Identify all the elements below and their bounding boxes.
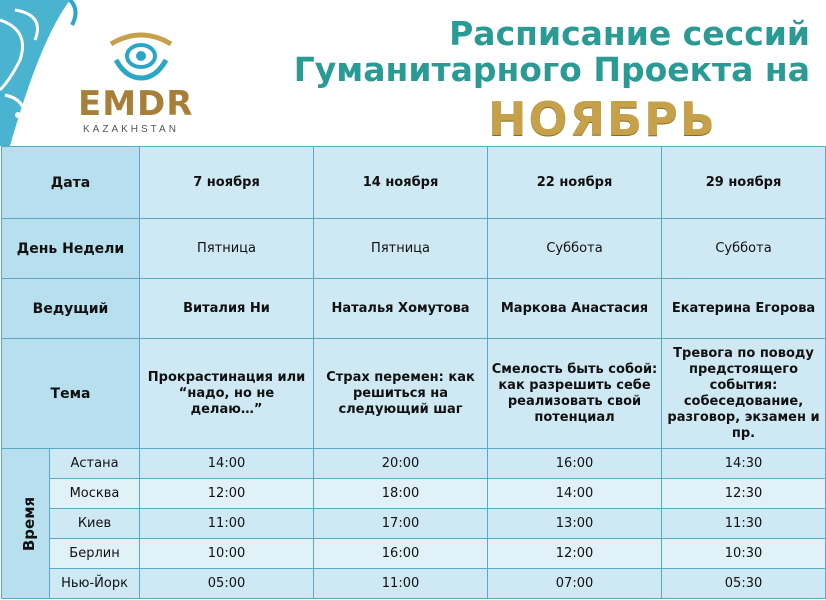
topic-label: Тема (2, 339, 140, 449)
weekday-cell: Суббота (488, 219, 662, 279)
time-cell: 17:00 (314, 509, 488, 539)
title-month: НОЯБРЬ (488, 92, 717, 146)
time-cell: 10:30 (662, 539, 826, 569)
weekday-cell: Пятница (140, 219, 314, 279)
title-line-2: Гуманитарного Проекта на (293, 50, 810, 89)
time-cell: 14:00 (140, 449, 314, 479)
time-cell: 18:00 (314, 479, 488, 509)
time-label (2, 449, 50, 599)
date-label: Дата (2, 147, 140, 219)
topic-row (2, 339, 826, 449)
date-cell: 7 ноября (140, 147, 314, 219)
time-cell: 11:30 (662, 509, 826, 539)
time-row (2, 449, 826, 479)
page-header (0, 0, 826, 146)
city-cell: Киев (50, 509, 140, 539)
schedule-table (1, 146, 826, 599)
time-row (2, 569, 826, 599)
topic-cell: Страх перемен: как решиться на следующий шаг (314, 339, 488, 449)
date-row (2, 147, 826, 219)
eye-hands-icon (106, 30, 176, 82)
topic-cell: Тревога по поводу предстоящего события: собеседование, разговор, экзамен и пр. (662, 339, 826, 449)
time-row (2, 479, 826, 509)
time-row (2, 539, 826, 569)
weekday-cell: Суббота (662, 219, 826, 279)
time-cell: 12:00 (488, 539, 662, 569)
time-cell: 13:00 (488, 509, 662, 539)
date-cell: 22 ноября (488, 147, 662, 219)
city-cell: Нью-Йорк (50, 569, 140, 599)
time-row (2, 509, 826, 539)
city-cell: Берлин (50, 539, 140, 569)
logo-wordmark: EMDR (78, 84, 194, 124)
weekday-row (2, 219, 826, 279)
logo (78, 30, 208, 140)
host-label: Ведущий (2, 279, 140, 339)
title-line-1: Расписание сессий (449, 14, 810, 53)
host-cell: Екатерина Егорова (662, 279, 826, 339)
time-cell: 11:00 (140, 509, 314, 539)
host-row (2, 279, 826, 339)
host-cell: Маркова Анастасия (488, 279, 662, 339)
date-cell: 14 ноября (314, 147, 488, 219)
time-cell: 20:00 (314, 449, 488, 479)
time-label-text: Время (20, 496, 39, 552)
weekday-label: День Недели (2, 219, 140, 279)
host-cell: Виталия Ни (140, 279, 314, 339)
time-cell: 05:30 (662, 569, 826, 599)
host-cell: Наталья Хомутова (314, 279, 488, 339)
time-cell: 14:30 (662, 449, 826, 479)
topic-cell: Прокрастинация или “надо, но не делаю…” (140, 339, 314, 449)
time-cell: 16:00 (488, 449, 662, 479)
time-cell: 11:00 (314, 569, 488, 599)
time-cell: 07:00 (488, 569, 662, 599)
city-cell: Москва (50, 479, 140, 509)
weekday-cell: Пятница (314, 219, 488, 279)
topic-cell: Смелость быть собой: как разрешить себе реализовать свой потенциал (488, 339, 662, 449)
time-cell: 14:00 (488, 479, 662, 509)
time-cell: 16:00 (314, 539, 488, 569)
time-cell: 12:30 (662, 479, 826, 509)
time-cell: 12:00 (140, 479, 314, 509)
logo-subtitle: KAZAKHSTAN (83, 124, 179, 135)
time-cell: 05:00 (140, 569, 314, 599)
city-cell: Астана (50, 449, 140, 479)
date-cell: 29 ноября (662, 147, 826, 219)
time-cell: 10:00 (140, 539, 314, 569)
